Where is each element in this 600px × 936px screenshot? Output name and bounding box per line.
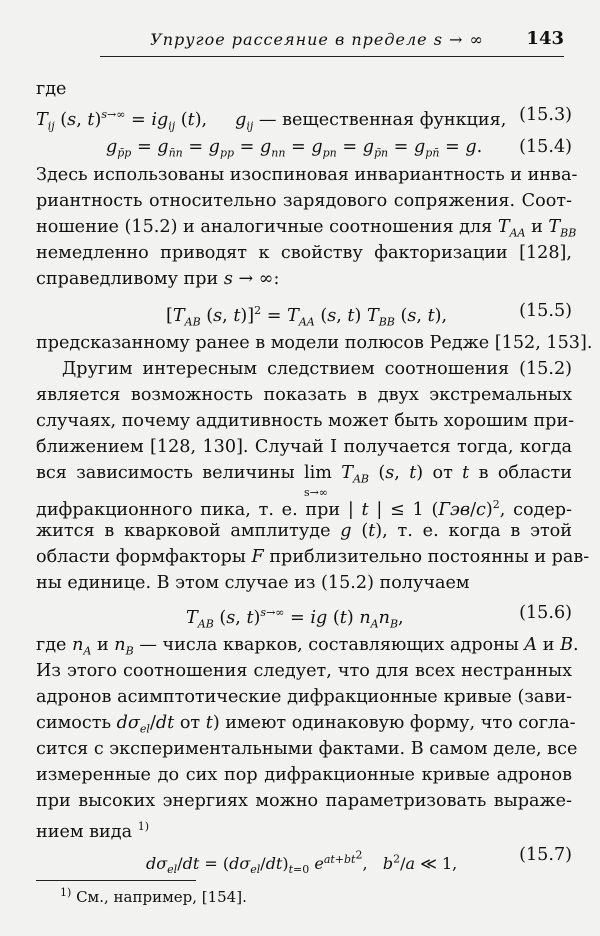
- text-line: адронов асимптотические дифракционные кривые (зави-: [36, 687, 572, 707]
- text-fragment: от: [179, 713, 201, 733]
- text-line: является возможность показать в двух экстремальных: [36, 385, 572, 405]
- text-fragment: где: [36, 635, 67, 655]
- text-line: немедленно приводят к свойству факторизации [128],: [36, 243, 572, 263]
- text-fragment: — вещественная функция,: [258, 109, 507, 130]
- lim-subscript: s→∞: [303, 486, 328, 499]
- text-line: предсказанному ранее в модели полюсов Редже [152, 153].: [36, 333, 593, 353]
- text-line: сится с экспериментальными фактами. В самом деле, все: [36, 739, 578, 759]
- text-fragment: , т. е. когда в этой: [382, 521, 572, 541]
- text-line: случаях, почему аддитивность может быть хорошим при-: [36, 411, 575, 431]
- equation-number: (15.6): [519, 603, 572, 623]
- text-line: ближением [128, 130]. Случай I получается тогда, когда: [36, 437, 572, 457]
- text-line: где: [36, 79, 67, 99]
- text-fragment: — числа кварков, составляющих адроны: [139, 635, 519, 655]
- page-number: 143: [526, 28, 564, 49]
- text-fragment: области формфакторы: [36, 547, 246, 567]
- text-line: риантность относительно зарядового сопряжения. Соот-: [36, 191, 572, 211]
- running-header: [140, 28, 564, 58]
- text-fragment: жится в кварковой амплитуде: [36, 521, 331, 541]
- footnote: [60, 886, 247, 906]
- header-title: Упругое рассеяние в пределе s → ∞: [150, 30, 484, 49]
- footnote-reference[interactable]: 1): [137, 820, 149, 833]
- text-fragment: ношение (15.2) и аналогичные соотношения для: [36, 217, 493, 237]
- text-line: Здесь использованы изоспиновая инвариантность и инва-: [36, 165, 578, 185]
- text-line: ны единице. В этом случае из (15.2) получаем: [36, 573, 470, 593]
- text-line: области формфакторы F приблизительно постоянны и рав-: [36, 547, 590, 567]
- text-line: Из этого соотношения следует, что для всех нестранных: [36, 661, 572, 681]
- text-line: при высоких энергиях можно параметризовать выраже-: [36, 791, 572, 811]
- footnote-text: См., например, [154].: [76, 888, 247, 906]
- text-line: дифракционного пика, т. е. при | t | ≤ 1 $(Гэв/c)^2$, содер-: [36, 498, 572, 520]
- text-line: измеренные до сих пор дифракционные кривые адронов: [36, 765, 572, 785]
- text-fragment: , содер-: [499, 499, 572, 520]
- text-fragment: дифракционного пика, т. е. при: [36, 499, 341, 520]
- text-line: справедливому при s → ∞:: [36, 269, 280, 289]
- lim-operator: lim: [303, 463, 332, 483]
- text-fragment: справедливому при: [36, 269, 219, 289]
- footnote-mark: 1): [60, 886, 72, 899]
- text-fragment: от: [432, 463, 453, 483]
- text-line: вся зависимость величины lim s→∞ $T_{AB}$ (s, t) от t в области: [36, 460, 572, 493]
- text-line: Другим интересным следствием соотношения (15.2): [62, 359, 572, 379]
- footnote-rule: [36, 880, 196, 881]
- equation-number: (15.7): [519, 845, 572, 865]
- book-page: Упругое рассеяние в пределе s → ∞ 143 где $T_{ij}$ (s, $t)^{s\to\infty} = ig_{ij}$ (t), $g_{ij}$ — вещественная функция, (15.3) $g_{p̄p} = g_{n̄n} = g_{pp} = g_{nn} = g_{pn} = g_{p̄n} = g_{pn̄} = g$. (15.4) Здесь использованы изоспиновая инвариантность и инва- риантность относительно зарядового сопряжения. Соот- ношение (15.2) и аналогичные соотношения для $T_{AA}$ и $T_{BB}$ немедленно приводят к свойству факторизации [128], справедливому при s → ∞: [$T_{AB}$ (s, $t)]^2 = T_{AA}$ (s, t) $T_{BB}$ (s, t), (15.5) предсказанному ранее в модели полюсов Редже [152, 153]. Другим интересным следствием соотношения (15.2) является возможность показать в двух экстремальных случаях, почему аддитивность может быть хорошим при- ближением [128, 130]. Случай I получается тогда, когда вся зависимость величины lim s→∞ $T_{AB}$ (s, t) от t в области дифракционного пика, т. е. при | t | ≤ 1 $(Гэв/c)^2$, содер- жится в кварковой амплитуде g (t), т. е. когда в этой области формфакторы F приблизительно постоянны и рав- ны единице. В этом случае из (15.2) получаем $T_{AB}$ (s, t)$^{s\to\infty}$ = ig (t) $n_An_B$, (15.6) где $n_A$ и $n_B$ — числа кварков, составляющих адроны A и B. Из этого соотношения следует, что для всех нестранных адронов асимптотические дифракционные кривые (зави- симость $d\sigma_{el}/dt$ от t) имеют одинаковую форму, что согла- сится с экспериментальными фактами. В самом деле, все измеренные до сих пор дифракционные кривые адронов при высоких энергиях можно параметризовать выраже- нием вида $^{1)}$ $d\sigma_{el}/dt = (d\sigma_{el}/dt)_{t=0}$ $e^{at+bt^2}$, $b^2/a$ ≪ 1, (15.7) $^{1)}$ См., например, [154].: [36, 28, 593, 906]
- text-fragment: ) имеют одинаковую форму, что согла-: [212, 713, 576, 733]
- text-fragment: симость: [36, 713, 112, 733]
- header-rule: [100, 56, 564, 57]
- text-line: симость $d\sigma_{el}/dt$ от t) имеют одинаковую форму, что согла-: [36, 713, 576, 736]
- text-fragment: вся зависимость величины: [36, 463, 295, 483]
- text-fragment: в области: [478, 463, 572, 483]
- text-line: жится в кварковой амплитуде g (t), т. е. когда в этой: [36, 521, 572, 541]
- equation-number: (15.5): [519, 301, 572, 321]
- text-fragment: и: [531, 217, 543, 237]
- text-fragment: нием вида: [36, 821, 133, 842]
- text-line: где $n_A$ и $n_B$ — числа кварков, составляющих адроны A и B.: [36, 635, 579, 658]
- text-fragment: приблизительно постоянны и рав-: [269, 547, 590, 567]
- equation-number: (15.3): [519, 105, 572, 125]
- text-line: [36, 814, 572, 845]
- equation-number: (15.4): [519, 137, 572, 157]
- text-line: ношение (15.2) и аналогичные соотношения для $T_{AA}$ и $T_{BB}$: [36, 217, 577, 240]
- equation-15-7: $d\sigma_{el}/dt = (d\sigma_{el}/dt)_{t=0}$ $e^{at+bt^2}$, $b^2/a$ ≪ 1, (15.7): [36, 842, 572, 882]
